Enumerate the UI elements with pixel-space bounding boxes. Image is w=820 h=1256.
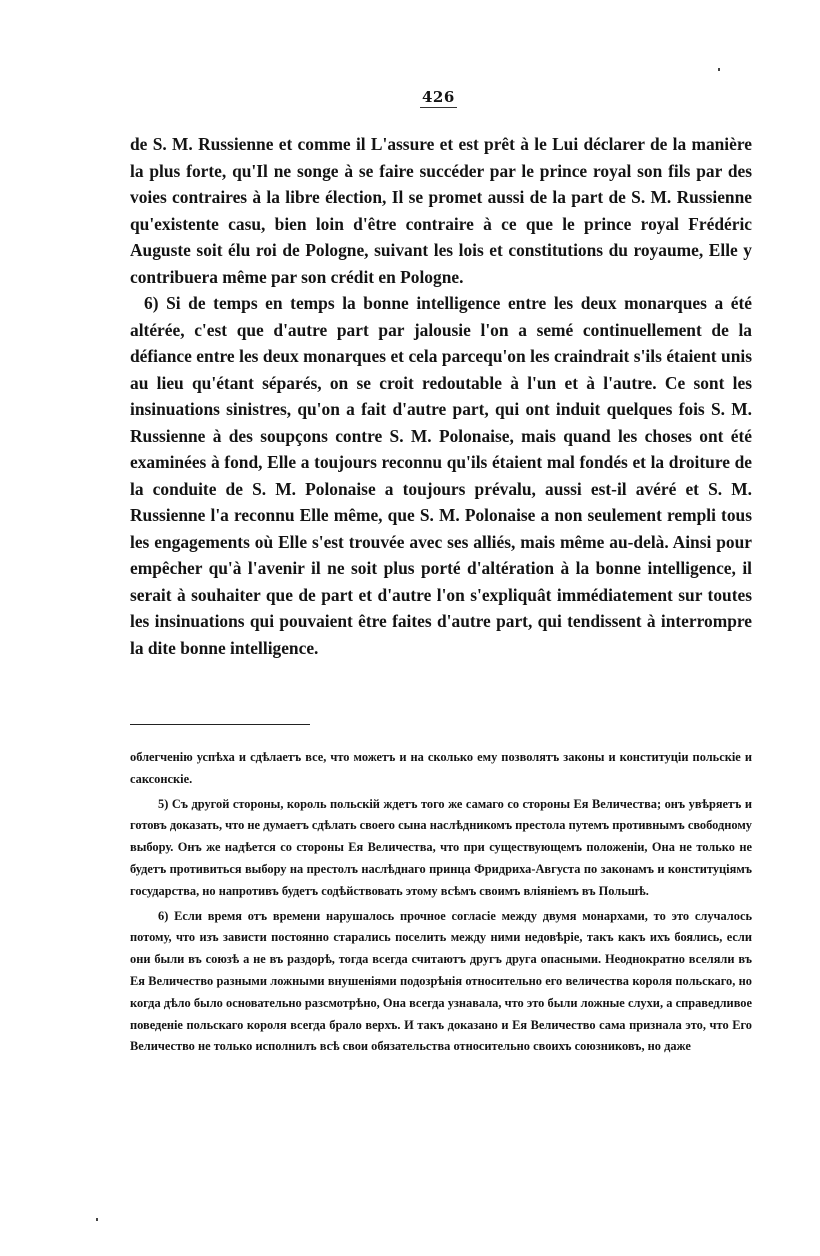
main-text — [130, 131, 752, 661]
footnote-paragraph-2: 5) Съ другой стороны, король польскій ждетъ того же самаго со стороны Ея Величества; онъ увѣряетъ и готовъ доказать, что не думаетъ сдѣлать своего сына наслѣдникомъ престола путемъ противнымъ свободному выбору. Онъ же надѣется со стороны Ея Величества, что при существующемъ положеніи, Она не только не будетъ противиться выбору на престолъ наслѣднаго принца Фридриха-Августа по законамъ и конституціямъ государства, но напротивъ будетъ содѣйствовать этому всѣмъ своимъ вліяніемъ въ Польшѣ. — [130, 796, 752, 898]
footnote-divider — [130, 724, 310, 725]
footnote-paragraph-3: 6) Если время отъ времени нарушалось прочное согласіе между двумя монархами, то это случалось потому, что изъ зависти постоянно старались поселить между ними недовѣріе, такъ какъ ихъ боялись, если они были въ союзѣ а не въ раздорѣ, тогда всегда считаютъ другъ друга опасными. Неоднократно вселяли въ Ея Величество разными ложными внушеніями подозрѣнія относительно его величества короля польскаго, но когда дѣло было основательно разсмотрѣно, Она всегда узнавала, что это были ложные слухи, а справедливое поведеніе польскаго короля всегда брало верхъ. И такъ доказано и Ея Величество сама признала это, что Его Величество не только исполнилъ всѣ свои обязательства относительно своихъ союзниковъ, но даже — [130, 908, 752, 1054]
main-paragraph-1: de S. M. Russienne et comme il L'assure et est prêt à le Lui déclarer de la manière la plus forte, qu'Il ne songe à se faire succéder par le prince royal son fils par des voies contraires à la libre élection, Il se promet aussi de la part de S. M. Russienne qu'existente casu, bien loin d'être contraire à ce que le prince royal Frédéric Auguste soit élu roi de Pologne, suivant les lois et constitutions du royaume, Elle y contribuera même par son crédit en Pologne. — [130, 134, 752, 287]
scan-speck — [96, 1218, 98, 1221]
footnote-text — [130, 747, 752, 1058]
footnote-paragraph-1: облегченію успѣха и сдѣлаетъ все, что можетъ и на сколько ему позволятъ законы и конституціи польскіе и саксонскіе. — [130, 750, 752, 786]
page-number: 426 — [422, 88, 455, 106]
main-paragraph-2: 6) Si de temps en temps la bonne intelligence entre les deux monarques a été altérée, c'est que d'autre part par jalousie l'on a semé continuellement de la défiance entre les deux monarques et cela parcequ'on les craindrait s'ils étaient unis au lieu qu'étant séparés, on se croit redoutable à l'un et à l'autre. Ce sont les insinuations sinistres, qu'on a fait d'autre part, qui ont induit quelques fois S. M. Russienne à des soupçons contre S. M. Polonaise, mais quand les choses ont été examinées à fond, Elle a toujours reconnu qu'ils étaient mal fondés et la droiture de la conduite de S. M. Polonaise a toujours prévalu, aussi est-il avéré et S. M. Russienne l'a reconnu Elle même, que S. M. Polonaise a non seulement rempli tous les engagements où Elle s'est trouvée avec ses alliés, mais même au-delà. Ainsi pour empêcher qu'à l'avenir il ne soit plus porté d'altération à la bonne intelligence, il serait à souhaiter que de part et d'autre l'on s'expliquât immédiatement sur toutes les insinuations qui pouvaient être faites d'autre part, qui tendissent à interrompre la dite bonne intelligence. — [130, 293, 752, 658]
scan-speck — [718, 68, 720, 71]
